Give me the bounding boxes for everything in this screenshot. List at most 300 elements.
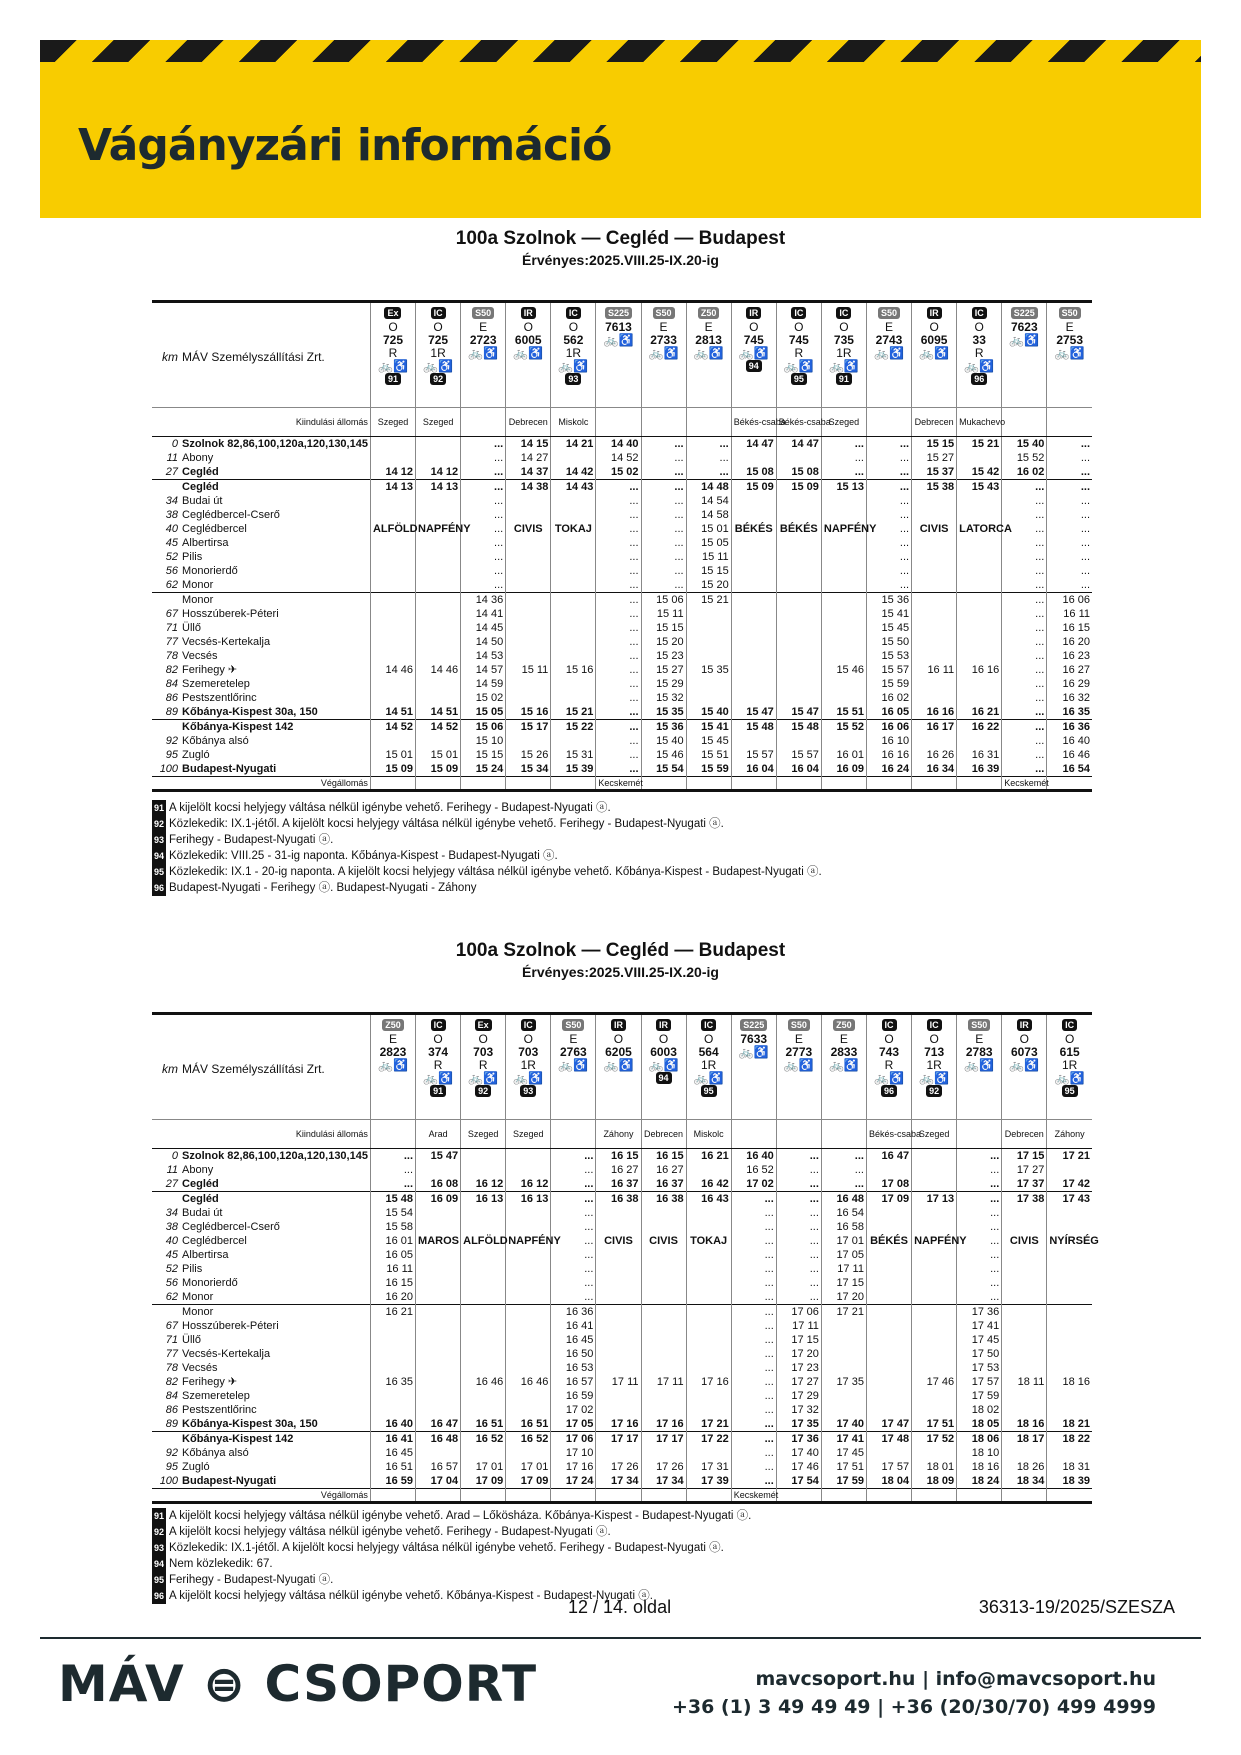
time-cell [731,635,776,649]
time-cell [370,508,415,522]
time-cell: 15 29 [641,677,686,691]
time-cell: 17 17 [596,1432,641,1447]
time-cell [641,1403,686,1417]
table-row [152,494,1092,508]
train-service: 1R [1062,1058,1078,1072]
destination-station [686,777,731,791]
time-cell: 15 22 [551,720,596,735]
time-cell: 17 23 [776,1361,821,1375]
time-cell: 16 23 [1047,649,1092,663]
train-number: 564 [698,1045,719,1059]
time-cell [506,1446,551,1460]
origin-station [641,408,686,437]
time-cell: 16 15 [1047,621,1092,635]
time-cell [461,1446,506,1460]
time-cell: 17 06 [776,1305,821,1320]
train-number: 2813 [695,333,722,347]
time-cell [416,494,461,508]
time-cell [866,1361,911,1375]
train-note-badge: 91 [430,1085,446,1097]
time-cell [641,1220,686,1234]
time-cell [1047,1206,1092,1220]
time-cell: ... [370,1163,415,1177]
bike-wheelchair-icon: 🚲♿ [738,346,769,360]
time-cell [686,1220,731,1234]
time-cell [957,564,1002,578]
train-column-header [506,1014,551,1120]
origin-station: Szeged [416,408,461,437]
train-number: 6005 [514,333,542,347]
time-cell [821,564,866,578]
time-cell: ... [731,1446,776,1460]
time-cell: 15 11 [641,607,686,621]
time-cell: 15 35 [686,663,731,677]
train-service: R [433,1058,443,1072]
time-cell [686,1163,731,1177]
station-name: Vecsés [182,650,218,662]
time-cell: NAPFÉNY [912,1234,957,1248]
time-cell [912,1333,957,1347]
time-cell: 15 42 [957,465,1002,480]
km-value: 86 [165,1404,179,1416]
time-cell: ... [641,465,686,480]
time-cell: 15 40 [1002,437,1047,452]
time-cell: 18 09 [912,1474,957,1489]
footer-rule [40,1637,1201,1639]
time-cell [551,649,596,663]
station-name: Ferihegy ✈ [182,664,238,676]
time-cell: 14 42 [551,465,596,480]
time-cell [641,1290,686,1305]
time-cell: 16 02 [866,691,911,705]
train-category-badge: S50 [788,1019,810,1031]
km-value: 11 [166,1164,179,1176]
time-cell: 16 20 [1047,635,1092,649]
train-category-badge: IC [431,1019,446,1031]
time-cell: 16 40 [370,1417,415,1432]
time-cell: 14 47 [776,437,821,452]
time-cell: 18 04 [866,1474,911,1489]
time-cell: 17 15 [776,1333,821,1347]
time-cell [461,1163,506,1177]
time-cell [821,494,866,508]
train-category-badge: IR [521,307,536,319]
time-cell: 17 01 [461,1460,506,1474]
time-cell: ... [596,663,641,677]
time-cell: ... [596,720,641,735]
train-class: O [478,1032,488,1046]
origin-station [686,408,731,437]
time-cell [776,649,821,663]
time-cell [866,1403,911,1417]
km-value: 67 [165,608,179,620]
time-cell: ... [866,578,911,593]
origin-station [1047,408,1092,437]
time-cell: ... [1002,564,1047,578]
time-cell [596,1319,641,1333]
time-cell [416,536,461,550]
time-cell [821,1361,866,1375]
time-cell [912,1446,957,1460]
table-row [152,705,1092,720]
train-class: E [479,320,488,334]
time-cell: 14 37 [506,465,551,480]
time-cell: 15 11 [506,663,551,677]
origin-station [731,1120,776,1149]
time-cell: ... [461,522,506,536]
train-class: O [1065,1032,1075,1046]
station-name: Cegléd [180,480,370,495]
time-cell: 15 06 [461,720,506,735]
time-cell: ... [461,536,506,550]
time-cell [506,1290,551,1305]
time-cell [370,607,415,621]
table-row [152,1347,1092,1361]
time-cell: 14 54 [686,494,731,508]
note-text: Ferihegy - Budapest-Nyugati ⓐ. [169,1574,334,1586]
time-cell: ... [1002,762,1047,777]
bike-wheelchair-icon: 🚲♿ [468,1071,499,1085]
time-cell: TOKAJ [686,1234,731,1248]
time-cell [370,437,415,452]
train-category-badge: IC [566,307,581,319]
time-cell: 16 54 [1047,762,1092,777]
time-cell: 17 36 [776,1432,821,1447]
time-cell: 16 11 [370,1262,415,1276]
time-cell [1002,1305,1047,1320]
time-cell: 14 13 [416,480,461,495]
origin-station: Szeged [506,1120,551,1149]
station-name: Cegléd [180,1192,370,1207]
time-cell [461,1333,506,1347]
station-name: Budapest-Nyugati [182,1475,277,1487]
time-cell [416,1333,461,1347]
train-number: 725 [382,333,403,347]
time-cell [416,1446,461,1460]
station-name: Pestszentlőrinc [182,692,257,704]
km-value: 56 [165,565,179,577]
time-cell: 16 31 [957,748,1002,762]
time-cell: ... [596,734,641,748]
time-cell [416,1403,461,1417]
time-cell [596,1290,641,1305]
station-name: Budai út [182,495,223,507]
time-cell: ... [596,480,641,495]
time-cell: ... [551,1206,596,1220]
km-value: 56 [165,1277,179,1289]
time-cell [1002,1206,1047,1220]
origin-station [370,1120,415,1149]
time-cell [506,1262,551,1276]
time-cell: 14 40 [596,437,641,452]
time-cell: 16 36 [1047,720,1092,735]
km-value: 82 [165,664,179,676]
time-cell: ... [866,536,911,550]
time-cell [416,1361,461,1375]
train-category-badge: IR [746,307,761,319]
time-cell [1002,1290,1047,1305]
time-cell [416,1347,461,1361]
time-cell: 15 45 [866,621,911,635]
train-column-header [957,302,1002,408]
time-cell: ... [731,1290,776,1305]
train-class: E [388,1032,397,1046]
train-number: 703 [518,1045,539,1059]
table-row [152,1234,1092,1248]
train-category-badge: S50 [562,1019,584,1031]
time-cell [912,1262,957,1276]
time-cell: 15 15 [686,564,731,578]
time-cell [1047,1220,1092,1234]
origin-station: Debrecen [1002,1120,1047,1149]
time-cell: 16 50 [551,1347,596,1361]
time-cell: 15 40 [686,705,731,720]
time-cell: 17 51 [821,1460,866,1474]
destination-station [461,1489,506,1503]
time-cell: 14 36 [461,593,506,608]
time-cell [821,734,866,748]
note-line [152,848,1092,864]
train-class: O [929,320,939,334]
time-cell: 17 45 [957,1333,1002,1347]
time-cell: ALFÖLD [461,1234,506,1248]
train-class: O [1019,1032,1029,1046]
destination-station [370,777,415,791]
destination-station [1047,777,1092,791]
time-cell [416,593,461,608]
table-row [152,649,1092,663]
time-cell: 14 52 [416,720,461,735]
train-category-badge: IR [611,1019,626,1031]
time-cell [461,1361,506,1375]
time-cell: 17 35 [821,1375,866,1389]
time-cell: 16 52 [506,1432,551,1447]
time-cell: 16 47 [416,1417,461,1432]
time-cell [912,1220,957,1234]
time-cell [641,1248,686,1262]
time-cell: 15 57 [776,748,821,762]
time-cell [370,550,415,564]
time-cell: 17 59 [957,1389,1002,1403]
time-cell [596,1347,641,1361]
train-category-badge: S225 [605,307,632,319]
operator-header: MÁV Személyszállítási Zrt. [180,1014,370,1120]
time-cell: 15 08 [731,465,776,480]
time-cell: 16 05 [866,705,911,720]
time-cell [370,1361,415,1375]
time-cell [912,1319,957,1333]
time-cell [370,635,415,649]
time-cell [461,1347,506,1361]
destination-label: Végállomás [152,777,370,791]
time-cell [821,677,866,691]
time-cell: 15 59 [866,677,911,691]
train-note-badge: 93 [520,1085,536,1097]
time-cell [506,1220,551,1234]
time-cell [1047,1389,1092,1403]
time-cell: 15 52 [821,720,866,735]
time-cell: 16 39 [957,762,1002,777]
time-cell: ... [551,1192,596,1207]
origin-label: Kiindulási állomás [152,408,370,437]
time-cell: 15 02 [596,465,641,480]
time-cell [821,1389,866,1403]
time-cell: 16 04 [776,762,821,777]
train-class: O [433,320,443,334]
time-cell: ... [957,1149,1002,1164]
time-cell [461,1290,506,1305]
time-cell: ... [776,1220,821,1234]
station-name: Ceglédbercel [182,523,247,535]
time-cell: NAPFÉNY [506,1234,551,1248]
time-cell: 17 32 [776,1403,821,1417]
time-cell [686,649,731,663]
time-cell [912,1389,957,1403]
train-number: 2833 [830,1045,858,1059]
time-cell: 15 21 [686,593,731,608]
time-cell [551,536,596,550]
km-value: 27 [165,1178,179,1190]
time-cell: 15 48 [776,720,821,735]
note-id: 93 [152,1540,166,1556]
time-cell [596,1361,641,1375]
km-value: 11 [166,452,179,464]
time-cell: 14 51 [416,705,461,720]
time-cell [866,1375,911,1389]
time-cell [731,508,776,522]
time-cell: 16 20 [370,1290,415,1305]
station-name: Abony [182,1164,214,1176]
time-cell [596,1206,641,1220]
time-cell: 17 22 [686,1432,731,1447]
time-cell: 16 21 [370,1305,415,1320]
time-cell: 15 09 [776,480,821,495]
time-cell [506,607,551,621]
time-cell: 17 50 [957,1347,1002,1361]
time-cell [506,1163,551,1177]
destination-station [912,1489,957,1503]
time-cell [686,1403,731,1417]
time-cell: ... [1002,691,1047,705]
time-cell: 17 27 [776,1375,821,1389]
time-cell [370,564,415,578]
time-cell: ... [731,1248,776,1262]
train-column-header [596,1014,641,1120]
time-cell: ... [731,1389,776,1403]
origin-station [551,1120,596,1149]
km-value: 52 [165,551,179,563]
time-cell: 17 02 [731,1177,776,1192]
time-cell: 14 43 [551,480,596,495]
time-cell: 16 09 [821,762,866,777]
time-cell [866,1290,911,1305]
note-line [152,1540,1092,1556]
time-cell [370,536,415,550]
time-cell: 18 34 [1002,1474,1047,1489]
time-cell: ... [641,451,686,465]
time-cell: 16 45 [370,1446,415,1460]
bike-wheelchair-icon: 🚲♿ [1054,1071,1085,1085]
origin-station: Debrecen [912,408,957,437]
train-number: 615 [1059,1045,1080,1059]
time-cell: CIVIS [1002,1234,1047,1248]
time-cell: CIVIS [912,522,957,536]
time-cell: 17 13 [912,1192,957,1207]
train-column-header [1002,302,1047,408]
time-cell [821,621,866,635]
time-cell: ... [461,480,506,495]
bike-wheelchair-icon: 🚲♿ [513,1071,544,1085]
time-cell: ... [731,1417,776,1432]
header-banner [40,40,1201,218]
train-number: 374 [428,1045,449,1059]
train-class: E [1065,320,1074,334]
time-cell: 16 08 [416,1177,461,1192]
time-cell [596,1389,641,1403]
origin-station: Békés-csaba [776,408,821,437]
time-cell [821,1347,866,1361]
time-cell: 14 21 [551,437,596,452]
time-cell: 17 26 [641,1460,686,1474]
time-cell [912,635,957,649]
train-category-badge: IR [927,307,942,319]
time-cell: ... [370,1177,415,1192]
time-cell [686,1276,731,1290]
km-value: 92 [165,735,179,747]
origin-station: Záhony [1047,1120,1092,1149]
time-cell [776,550,821,564]
time-cell: ... [1002,494,1047,508]
time-cell: 14 51 [370,705,415,720]
destination-station: Kecskemét [596,777,641,791]
time-cell: ... [1047,480,1092,495]
time-cell: 15 13 [821,480,866,495]
time-cell: 16 36 [551,1305,596,1320]
time-cell [416,1276,461,1290]
note-id: 94 [152,1556,166,1572]
time-cell: 16 47 [866,1149,911,1164]
time-cell: 16 12 [461,1177,506,1192]
time-cell: ... [641,522,686,536]
train-class: E [569,1032,578,1046]
time-cell [1002,1403,1047,1417]
train-column-header [821,302,866,408]
time-cell [686,621,731,635]
table-row [152,1389,1092,1403]
time-cell: ... [1047,522,1092,536]
time-cell: ... [686,437,731,452]
time-cell [1002,1361,1047,1375]
km-value: 0 [171,438,179,450]
train-note-badge: 92 [430,373,446,385]
train-number: 725 [428,333,449,347]
time-cell [731,607,776,621]
time-cell [686,1333,731,1347]
time-cell: ... [1002,734,1047,748]
time-cell [416,677,461,691]
time-cell: ... [957,1220,1002,1234]
train-class: O [929,1032,939,1046]
time-cell [506,1276,551,1290]
bike-wheelchair-icon: 🚲♿ [1009,1058,1040,1072]
time-cell [641,1446,686,1460]
bike-wheelchair-icon: 🚲♿ [693,1071,724,1085]
time-cell: 17 38 [1002,1192,1047,1207]
time-cell: ... [731,1403,776,1417]
km-header: km [152,302,180,408]
time-cell [370,494,415,508]
time-cell: 16 52 [461,1432,506,1447]
